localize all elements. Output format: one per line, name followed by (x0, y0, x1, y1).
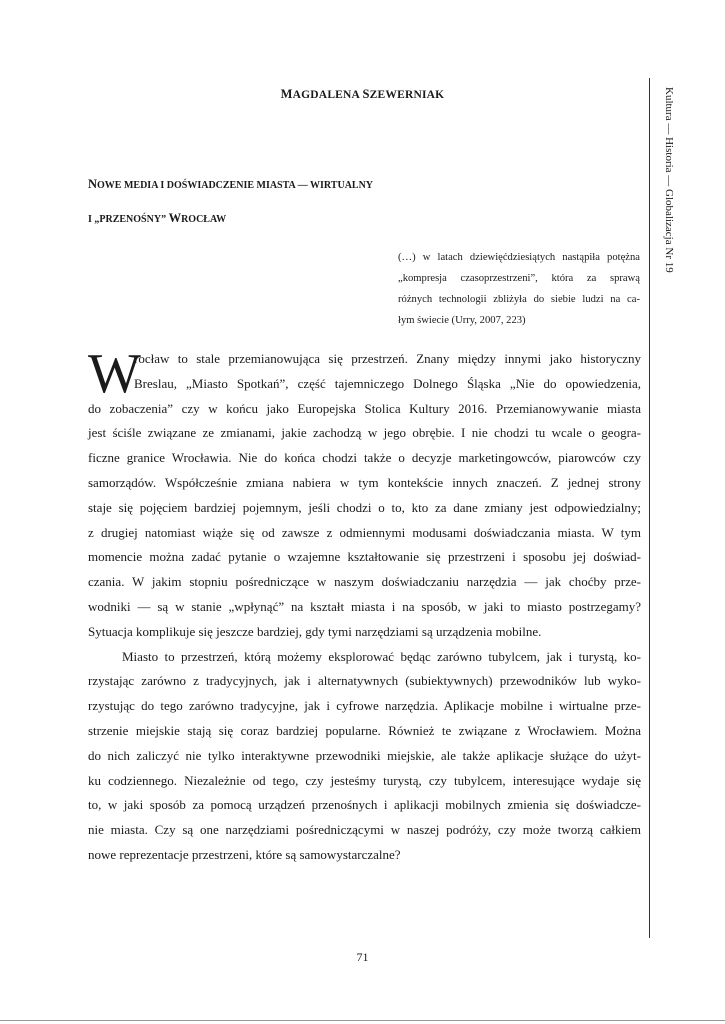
epigraph-line: łym świecie (Urry, 2007, 223) (398, 315, 526, 326)
title-line-2: I „PRZENOŚNY” WROCŁAW (88, 211, 227, 225)
epigraph-line: „kompresja czasoprzestrzeni”, która za sprawą (398, 273, 640, 284)
article-title (88, 168, 568, 236)
body-line: rocław to stale przemianowująca się przestrzeń. Znany między innymi jako historyczny (134, 351, 641, 366)
body-line: staje się pojęciem bardziej pojemnym, jeśli chodzi o to, kto za dane zmiany jest odpowiedzialny; (88, 499, 641, 515)
body-line: nie miasta. Czy są one narzędziami pośredniczącymi w naszej podróży, czy może tworzą całkiem (88, 822, 641, 838)
journal-side-label: Kultura — Historia — Globalizacja Nr 19 (663, 87, 675, 273)
bottom-rule (0, 1020, 725, 1021)
margin-rule (649, 78, 650, 938)
body-line: strzenie miejskie stają się coraz bardziej popularne. Również te związane z Wrocławiem. Można (88, 722, 641, 738)
body-line: Breslau, „Miasto Spotkań”, część tajemniczego Dolnego Śląska „Nie do opowiedzenia, (134, 375, 641, 391)
body-line: momencie można zadać pytanie o wzajemne kształtowanie się przestrzeni i sposobu jej doświad- (88, 549, 641, 565)
body-line: z drugiej natomiast wiąże się od zawsze z odmiennymi modusami doświadczania miasta. W tym (88, 524, 641, 540)
body-line: to, w jaki sposób za pomocą urządzeń przenośnych i aplikacji mobilnych zmienia się doświadcze- (88, 797, 641, 813)
body-line: wodniki — są w stanie „wpłynąć” na kształt miasta i na sposób, w jaki to miasto postrzegamy? (88, 598, 641, 614)
drop-cap: W (88, 343, 141, 405)
body-line: jest ściśle związane ze zmianami, jakie zachodzą w jego obrębie. I nie chodzi tu wcale o geogra- (88, 425, 641, 441)
body-line: nowe reprezentacje przestrzeni, które są samowystarczalne? (88, 846, 401, 862)
epigraph-line: różnych technologii zbliżyła do siebie ludzi na ca- (398, 294, 640, 305)
body-line: Miasto to przestrzeń, którą możemy eksplorować będąc zarówno tubylcem, jak i turystą, ko- (122, 648, 641, 664)
body-line: czania. W jakim stopniu pośredniczące w naszym doświadczaniu narzędzia — jak choćby prze- (88, 574, 641, 590)
body-line: do zobaczenia” czy w końcu jako Europejska Stolica Kultury 2016. Przemianowywanie miasta (88, 400, 641, 416)
body-text (88, 343, 641, 868)
body-line: rzystując do tego zarówno tradycyjne, jak i cyfrowe narzędzia. Aplikacje mobilne i wirtualne prze- (88, 698, 641, 714)
page-number: 71 (356, 950, 369, 964)
body-line: samorządów. Współcześnie zmiana nabiera w tym kontekście innych znaczeń. Z jednej strony (88, 474, 641, 490)
body-line: ku codziennego. Niezależnie od tego, czy jesteśmy turystą, czy tubylcem, interesujące wydaje się (88, 772, 641, 788)
title-line-1: NOWE MEDIA I DOŚWIADCZENIE MIASTA — WIRTUALNY (88, 177, 374, 191)
author-name: MAGDALENA SZEWERNIAK (280, 87, 445, 101)
epigraph (398, 247, 640, 331)
body-line: do nich zaliczyć nie tylko interaktywne przewodniki miejskie, ale także aplikacje służące do użyt- (88, 747, 641, 763)
body-line: ficzne granice Wrocławia. Nie do końca chodzi także o decyzje marketingowców, piarowców czy (88, 450, 641, 466)
body-line: Sytuacja komplikuje się jeszcze bardziej, gdy tymi narzędziami są urządzenia mobilne. (88, 623, 542, 639)
epigraph-line: (…) w latach dziewięćdziesiątych nastąpiła potężna (398, 252, 640, 263)
body-line: rzystając zarówno z tradycyjnych, jak i alternatywnych (subiektywnych) przewodników lub wyko- (88, 673, 641, 689)
